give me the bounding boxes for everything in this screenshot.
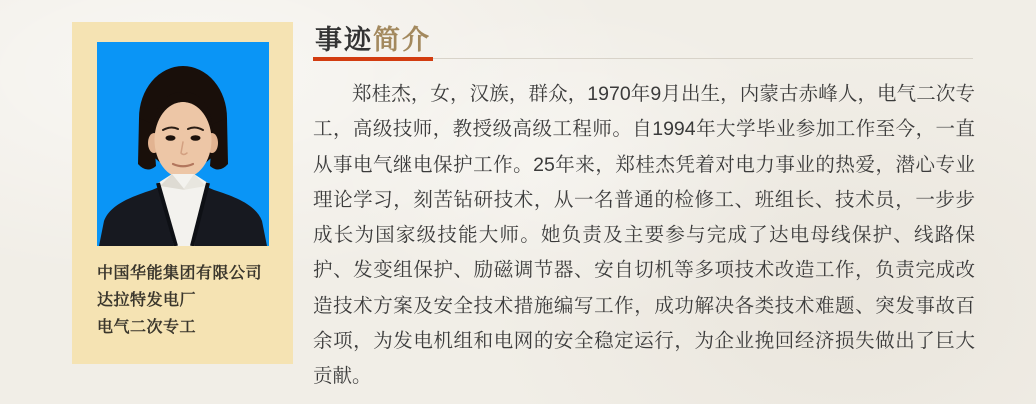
- portrait-photo: [97, 42, 269, 246]
- section-title: [315, 18, 431, 57]
- bio-content: [313, 0, 975, 404]
- portrait-photo-illustration: [97, 42, 269, 246]
- bio-paragraph: 郑桂杰，女，汉族，群众，1970年9月出生，内蒙古赤峰人，电气二次专工，高级技师，教授级高级工程师。自1994年大学毕业参加工作至今，一直从事电气继电保护工作。25年来，郑桂杰凭着对电力事业的热爱，潜心专业理论学习，刻苦钻研技术，从一名普通的检修工、班组长、技术员，一步步成长为国家级技能大师。她负责及主要参与完成了达电母线保护、线路保护、发变组保护、励磁调节器、安自切机等多项技术改造工作，负责完成改造技术方案及安全技术措施编写工作，成功解决各类技术难题、突发事故百余项，为发电机组和电网的安全稳定运行，为企业挽回经济损失做出了巨大贡献。: [313, 83, 975, 388]
- title-divider: [313, 58, 973, 59]
- section-title-secondary: 简介: [373, 25, 431, 55]
- profile-card: [72, 22, 293, 364]
- job-title: 电气二次专工: [97, 319, 197, 336]
- title-underline-accent: [313, 57, 433, 61]
- profile-info: [97, 260, 272, 341]
- section-title-primary: 事迹: [315, 25, 373, 55]
- plant-name: 达拉特发电厂: [97, 292, 197, 309]
- company-name: 中国华能集团有限公司: [97, 265, 263, 282]
